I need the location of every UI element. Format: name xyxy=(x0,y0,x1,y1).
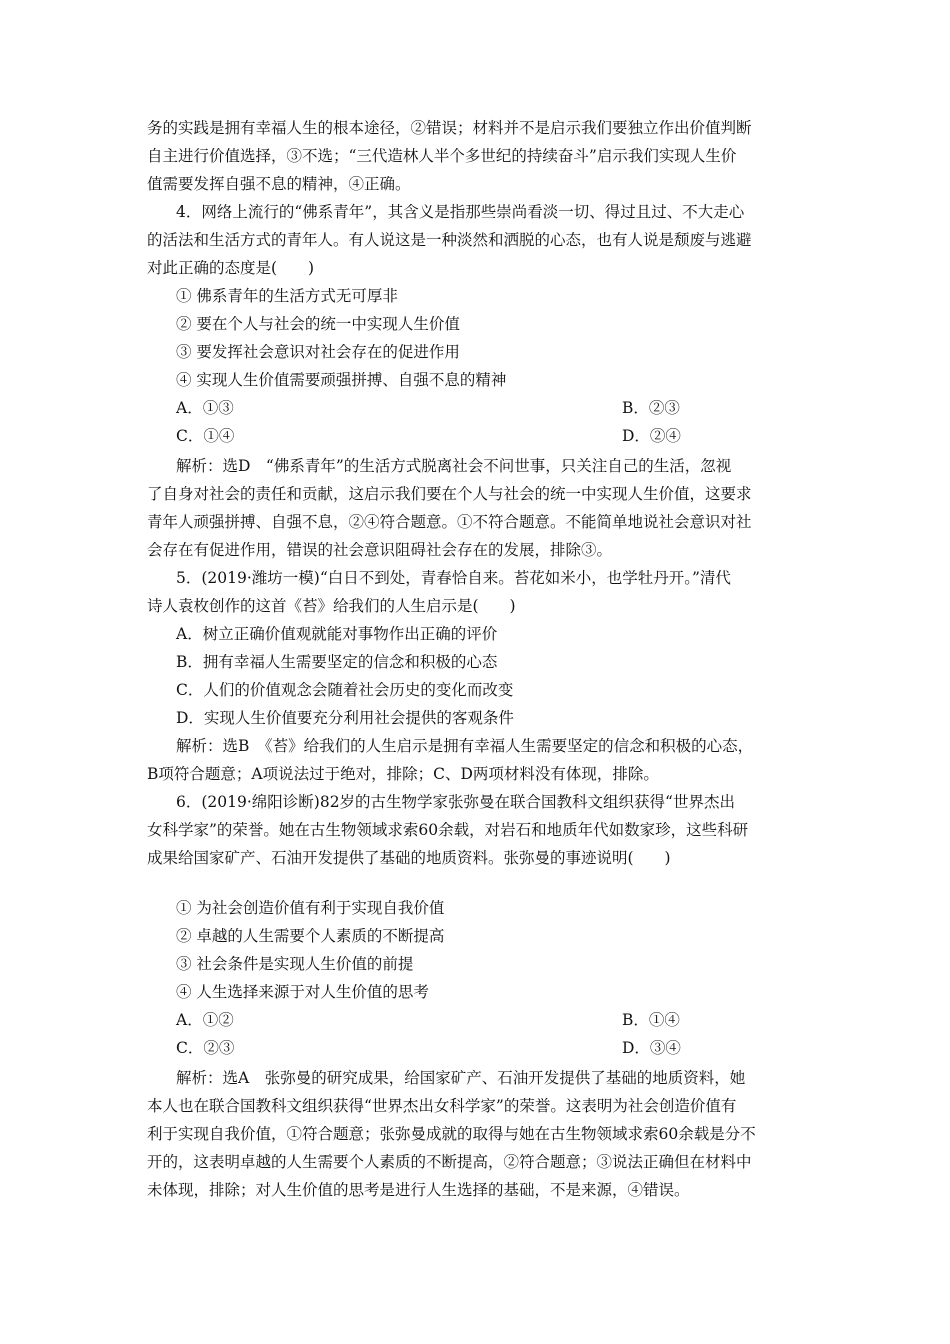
question-stem: 成果给国家矿产、石油开发提供了基础的地质资料。张弥曼的事迹说明( ) xyxy=(147,849,671,867)
analysis-text: 未体现，排除；对人生价值的思考是进行人生选择的基础，不是来源，④错误。 xyxy=(147,1181,690,1199)
statement-item: ① 为社会创造价值有利于实现自我价值 xyxy=(176,899,445,917)
answer-options-row xyxy=(176,1038,681,1058)
analysis-text: B项符合题意；A项说法过于绝对，排除；C、D两项材料没有体现，排除。 xyxy=(147,765,659,783)
question-stem: 对此正确的态度是( ) xyxy=(147,259,315,277)
answer-options-row xyxy=(176,1010,680,1030)
option-a: A．①③ xyxy=(176,399,234,417)
question-stem: 4．网络上流行的“佛系青年”，其含义是指那些崇尚看淡一切、得过且过、不大走心 xyxy=(176,203,745,221)
statement-item: ③ 要发挥社会意识对社会存在的促进作用 xyxy=(176,343,460,361)
analysis-text: 解析：选B 《苔》给我们的人生启示是拥有幸福人生需要坚定的信念和积极的心态， xyxy=(176,737,754,755)
statement-item: ④ 人生选择来源于对人生价值的思考 xyxy=(176,983,429,1001)
statement-item: ② 要在个人与社会的统一中实现人生价值 xyxy=(176,315,460,333)
option-c: C．①④ xyxy=(176,427,235,445)
statement-item: ② 卓越的人生需要个人素质的不断提高 xyxy=(176,927,445,945)
analysis-text: 开的，这表明卓越的人生需要个人素质的不断提高，②符合题意；③说法正确但在材料中 xyxy=(147,1153,752,1171)
option-d: D．②④ xyxy=(622,427,681,445)
question-stem: 的活法和生活方式的青年人。有人说这是一种淡然和洒脱的心态，也有人说是颓废与逃避 xyxy=(147,231,752,249)
question-stem: 女科学家”的荣誉。她在古生物领域求索60余载，对岩石和地质年代如数家珍，这些科研 xyxy=(147,821,749,839)
analysis-text: 青年人顽强拼搏、自强不息，②④符合题意。①不符合题意。不能简单地说社会意识对社 xyxy=(147,513,752,531)
answer-options-row xyxy=(176,398,680,418)
analysis-text: 本人也在联合国教科文组织获得“世界杰出女科学家”的荣誉。这表明为社会创造价值有 xyxy=(147,1097,737,1115)
statement-item: ③ 社会条件是实现人生价值的前提 xyxy=(176,955,414,973)
option-a: A．①② xyxy=(176,1011,234,1029)
option-d: D．③④ xyxy=(622,1039,681,1057)
option-c: C．②③ xyxy=(176,1039,235,1057)
question-stem: 6．(2019·绵阳诊断)82岁的古生物学家张弥曼在联合国教科文组织获得“世界杰出 xyxy=(176,793,735,811)
statement-item: ④ 实现人生价值需要顽强拼搏、自强不息的精神 xyxy=(176,371,507,389)
answer-options-row xyxy=(176,426,681,446)
analysis-text: 了自身对社会的责任和贡献，这启示我们要在个人与社会的统一中实现人生价值，这要求 xyxy=(147,485,752,503)
option-a: A．树立正确价值观就能对事物作出正确的评价 xyxy=(176,625,498,643)
text-line: 值需要发挥自强不息的精神，④正确。 xyxy=(147,175,411,193)
option-b: B．②③ xyxy=(622,399,680,417)
option-b: B．①④ xyxy=(622,1011,680,1029)
option-d: D．实现人生价值要充分利用社会提供的客观条件 xyxy=(176,709,514,727)
option-c: C．人们的价值观念会随着社会历史的变化而改变 xyxy=(176,681,514,699)
question-stem: 诗人袁枚创作的这首《苔》给我们的人生启示是( ) xyxy=(147,597,516,615)
statement-item: ① 佛系青年的生活方式无可厚非 xyxy=(176,287,398,305)
text-line: 务的实践是拥有幸福人生的根本途径，②错误；材料并不是启示我们要独立作出价值判断 xyxy=(147,119,752,137)
analysis-text: 解析：选D “佛系青年”的生活方式脱离社会不问世事，只关注自己的生活，忽视 xyxy=(176,457,732,475)
analysis-text: 解析：选A 张弥曼的研究成果，给国家矿产、石油开发提供了基础的地质资料，她 xyxy=(176,1069,746,1087)
option-b: B．拥有幸福人生需要坚定的信念和积极的心态 xyxy=(176,653,498,671)
text-line: 自主进行价值选择，③不选；“三代造林人半个多世纪的持续奋斗”启示我们实现人生价 xyxy=(147,147,737,165)
question-stem: 5．(2019·潍坊一模)“白日不到处，青春恰自来。苔花如米小，也学牡丹开。”清代 xyxy=(176,569,731,587)
analysis-text: 会存在有促进作用，错误的社会意识阻碍社会存在的发展，排除③。 xyxy=(147,541,613,559)
analysis-text: 利于实现自我价值，①符合题意；张弥曼成就的取得与她在古生物领域求索60余载是分不 xyxy=(147,1125,756,1143)
